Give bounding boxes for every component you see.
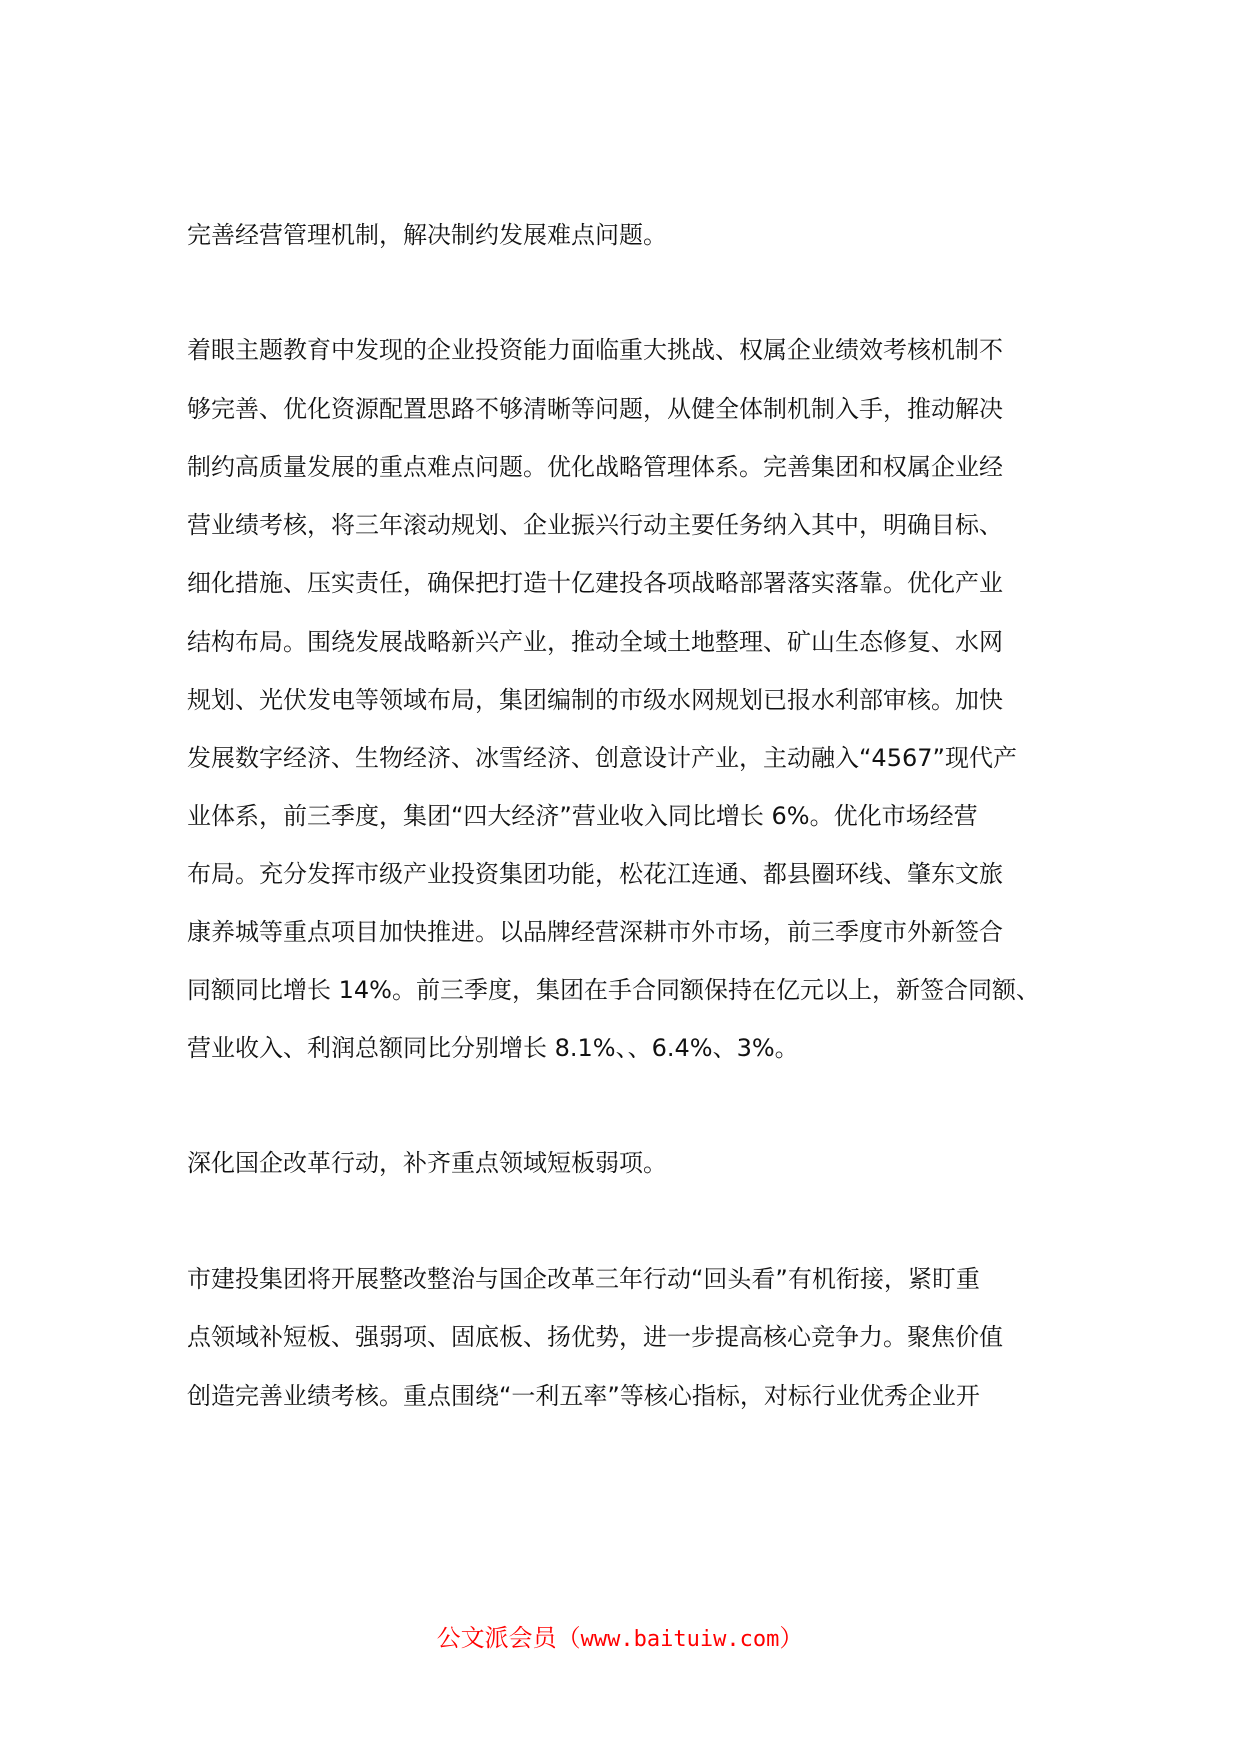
paragraph-line: 布局。充分发挥市级产业投资集团功能，松花江连通、都县圈环线、肇东文旅 [187, 860, 1003, 888]
paragraph-line: 创造完善业绩考核。重点围绕“一利五率”等核心指标，对标行业优秀企业开 [187, 1382, 980, 1410]
paragraph-line: 制约高质量发展的重点难点问题。优化战略管理体系。完善集团和权属企业经 [187, 453, 1003, 481]
section-heading: 深化国企改革行动，补齐重点领域短板弱项。 [187, 1149, 667, 1177]
paragraph-line: 业体系，前三季度，集团“四大经济”营业收入同比增长 6%。优化市场经营 [187, 802, 978, 830]
paragraph-line: 够完善、优化资源配置思路不够清晰等问题，从健全体制机制入手，推动解决 [187, 395, 1003, 423]
paragraph-line: 营业绩考核，将三年滚动规划、企业振兴行动主要任务纳入其中，明确目标、 [187, 511, 1003, 539]
paragraph-line: 市建投集团将开展整改整治与国企改革三年行动“回头看”有机衔接，紧盯重 [187, 1265, 980, 1293]
footer-url: www.baituiw.com [580, 1627, 780, 1652]
section-heading: 完善经营管理机制，解决制约发展难点问题。 [187, 221, 667, 249]
paragraph-line: 规划、光伏发电等领域布局，集团编制的市级水网规划已报水利部审核。加快 [187, 686, 1003, 714]
paragraph-line: 营业收入、利润总额同比分别增长 8.1%、、6.4%、3%。 [187, 1034, 799, 1062]
footer-watermark [0, 1623, 1240, 1655]
paragraph-line: 细化措施、压实责任，确保把打造十亿建投各项战略部署落实落靠。优化产业 [187, 569, 1003, 597]
paragraph-line: 发展数字经济、生物经济、冰雪经济、创意设计产业，主动融入“4567”现代产 [187, 744, 1017, 772]
footer-close: ） [779, 1624, 804, 1652]
paragraph-line: 结构布局。围绕发展战略新兴产业，推动全域土地整理、矿山生态修复、水网 [187, 628, 1003, 656]
paragraph-line: 着眼主题教育中发现的企业投资能力面临重大挑战、权属企业绩效考核机制不 [187, 336, 1003, 364]
paragraph-line: 点领域补短板、强弱项、固底板、扬优势，进一步提高核心竞争力。聚焦价值 [187, 1323, 1003, 1351]
footer-label: 公文派会员（ [436, 1624, 581, 1652]
paragraph-line: 康养城等重点项目加快推进。以品牌经营深耕市外市场，前三季度市外新签合 [187, 918, 1003, 946]
paragraph-line: 同额同比增长 14%。前三季度，集团在手合同额保持在亿元以上，新签合同额、 [187, 976, 1040, 1004]
